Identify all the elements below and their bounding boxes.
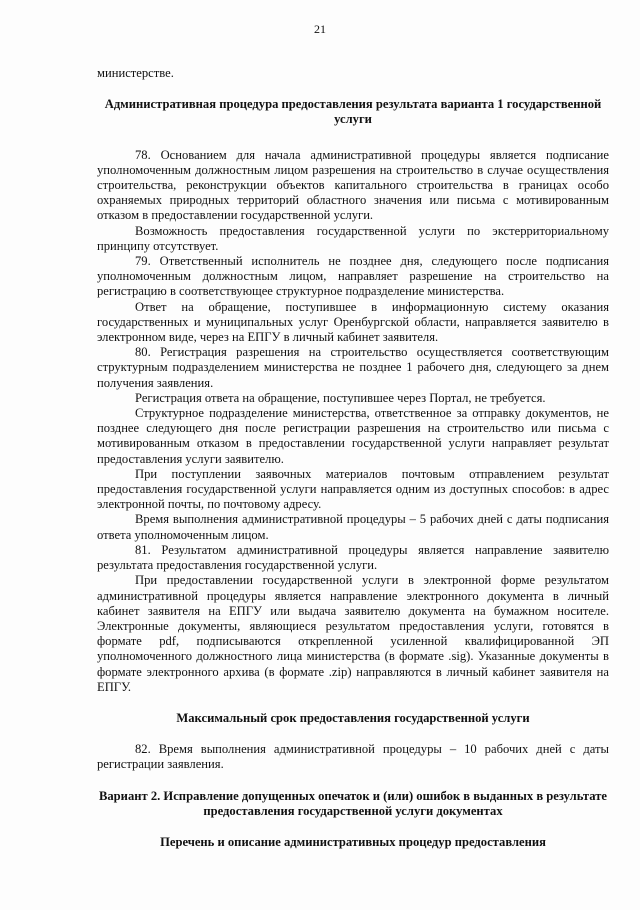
paragraph-time-5-days: Время выполнения административной процедуры – 5 рабочих дней с даты подписания ответа уполномоченным лицом.: [97, 512, 609, 542]
paragraph-electronic-result: При предоставлении государственной услуги в электронной форме результатом административной процедуры является направление электронного документа в личный кабинет заявителя на ЕПГУ или выдача заявителю документа на бумажном носителе. Электронные документы, являющиеся результатом предоставления услуги, готовятся в формате pdf, подписываются открепленной усиленной квалифицированной ЭП уполномоченного должностного лица министерства (в формате .sig). Указанные документы в формате электронного архива (в формате .zip) направляются в личный кабинет заявителя на ЕПГУ.: [97, 573, 609, 694]
paragraph-80: 80. Регистрация разрешения на строительство осуществляется соответствующим структурным подразделением министерства не позднее 1 рабочего дня, следующего за днем получения заявления.: [97, 345, 609, 390]
paragraph-81: 81. Результатом административной процедуры является направление заявителю результата предоставления государственной услуги.: [97, 542, 609, 573]
document-body: [97, 66, 609, 850]
page-number: 21: [314, 22, 326, 36]
paragraph-continuation: министерстве.: [97, 66, 174, 80]
paragraph-extraterritorial: Возможность предоставления государственной услуги по экстерриториальному принципу отсутствует.: [97, 223, 609, 253]
heading-variant-2: Вариант 2. Исправление допущенных опечаток и (или) ошибок в выданных в результате предоставления государственной услуги документах: [98, 788, 607, 818]
heading-procedure-result-variant-1: Административная процедура предоставления результата варианта 1 государственной услуги: [104, 97, 602, 127]
paragraph-82: 82. Время выполнения административной процедуры – 10 рабочих дней с даты регистрации заявления.: [97, 742, 609, 772]
paragraph-78: 78. Основанием для начала административной процедуры является подписание уполномоченным должностным лицом разрешения на строительство в случае осуществления строительства, реконструкции объектов капитального строительства в границах особо охраняемых природных территорий областного значения или письма с мотивированным отказом в предоставлении государственной услуги.: [97, 147, 609, 223]
paragraph-79: 79. Ответственный исполнитель не позднее дня, следующего после подписания уполномоченным должностным лицом, направляет разрешение на строительство на регистрацию в соответствующее структурное подразделение министерства.: [97, 254, 609, 299]
paragraph-dispatch-unit: Структурное подразделение министерства, ответственное за отправку документов, не позднее следующего дня после регистрации разрешения на строительство или письма с мотивированным отказом в предоставлении государственной услуги направляет результат предоставления услуги заявителю.: [97, 406, 609, 466]
heading-procedures-list: Перечень и описание административных процедур предоставления: [160, 834, 546, 849]
heading-max-term: Максимальный срок предоставления государственной услуги: [176, 710, 530, 725]
paragraph-postal: При поступлении заявочных материалов почтовым отправлением результат предоставления государственной услуги направляется одним из доступных способов: в адрес электронной почты, по почтовому адресу.: [97, 466, 609, 512]
paragraph-portal-registration: Регистрация ответа на обращение, поступившее через Портал, не требуется.: [135, 390, 546, 405]
paragraph-answer-epgu: Ответ на обращение, поступившее в информационную систему оказания государственных и муниципальных услуг Оренбургской области, направляется заявителю в электронном виде, через на ЕПГУ в личный кабинет заявителя.: [97, 299, 609, 345]
